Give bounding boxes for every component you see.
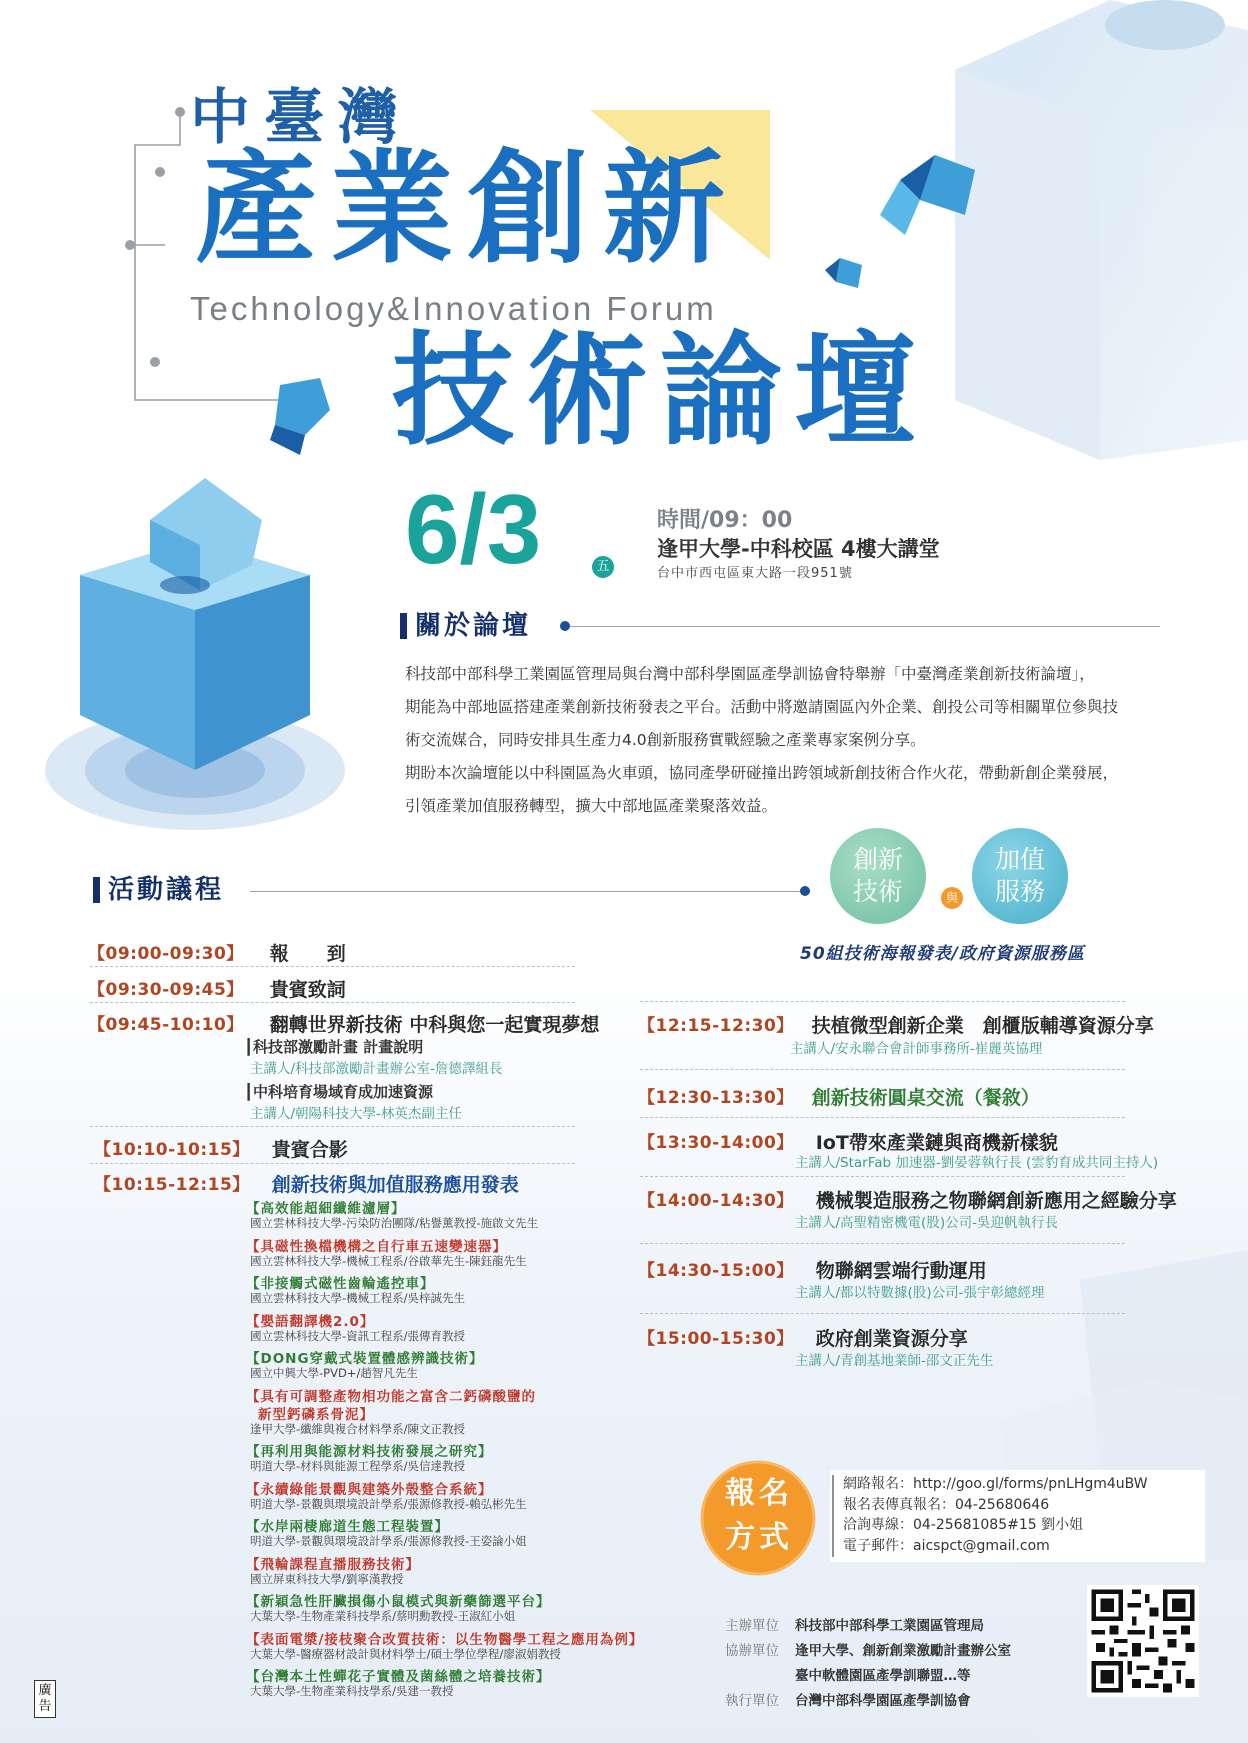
about-heading: 關於論壇	[400, 613, 531, 639]
sub-session-speaker: 主講人/科技部激勵計畫辦公室-詹德譯組長	[250, 1061, 503, 1077]
organizer-label: 主辦單位	[725, 1618, 779, 1634]
agenda-row	[94, 1135, 348, 1162]
bubble-text: 加值	[994, 844, 1045, 874]
and-badge: 與	[941, 887, 963, 909]
presentation-title: 【表面電漿/接枝聚合改質技術：以生物醫學工程之應用為例】	[246, 1631, 644, 1648]
agenda-title: 翻轉世界新技術 中科與您一起實現夢想	[269, 1014, 600, 1036]
organizer-value: 科技部中部科學工業園區管理局	[795, 1618, 984, 1634]
presentation-title: 【再利用與能源材料技術發展之研究】	[246, 1444, 493, 1460]
agenda-title: 創新技術與加值服務應用發表	[271, 1174, 519, 1196]
badge-text: 報名	[725, 1476, 793, 1511]
agenda-title: 報 到	[269, 943, 346, 965]
poster-session-label: 50組技術海報發表/政府資源服務區	[800, 944, 1085, 964]
presentation-author: 逢甲大學-纖維與複合材料學系/陳文正教授	[250, 1421, 466, 1436]
agenda-title: 機械製造服務之物聯網創新應用之經驗分享	[815, 1190, 1177, 1212]
presentation-title: 【DONG穿戴式裝置體感辨識技術】	[246, 1351, 484, 1367]
agenda-time: 【14:30-15:00】	[638, 1261, 794, 1281]
divider	[640, 1069, 1125, 1070]
about-paragraph: 期盼本次論壇能以中科園區為火車頭，協同產學研碰撞出跨領域新創技術合作火花，帶動新創企業發展，	[405, 764, 1119, 782]
agenda-time: 【12:30-13:30】	[638, 1088, 794, 1108]
agenda-title: 政府創業資源分享	[815, 1328, 968, 1350]
agenda-row	[638, 1256, 987, 1283]
presentation-author: 國立雲林科技大學-機械工程系/谷啟華先生-陳鈺龍先生	[250, 1253, 527, 1268]
glass-cube-left-icon	[45, 478, 345, 830]
title-line2: 產業創新	[195, 138, 739, 280]
agenda-row	[88, 939, 346, 966]
registration-fax: 報名表傳真報名：04-25680646	[843, 1496, 1050, 1513]
divider	[640, 1117, 1125, 1118]
agenda-title: 貴賓致詞	[269, 979, 346, 1001]
presentation-author: 國立屏東科技大學/劉寧漢教授	[250, 1571, 404, 1586]
agenda-title: 貴賓合影	[271, 1139, 348, 1161]
event-date: 6/3	[405, 474, 542, 584]
co-organizer-label: 協辦單位	[725, 1643, 779, 1659]
registration-url[interactable]: 網路報名：http://goo.gl/forms/pnLHgm4uBW	[843, 1476, 1148, 1492]
agenda-row	[638, 1186, 1177, 1213]
blue-cube-left-icon	[270, 378, 330, 455]
about-paragraph: 術交流媒合，同時安排具生產力4.0創新服務實戰經驗之產業專家案例分享。	[405, 731, 926, 749]
event-time: 時間/09：00	[657, 508, 793, 533]
about-divider	[570, 626, 1160, 627]
divider	[90, 1126, 575, 1127]
about-paragraph: 科技部中部科學工業園區管理局與台灣中部科學園區產學訓協會特舉辦「中臺灣產業創新技術論壇」，	[405, 665, 1095, 683]
presentation-author: 明道大學-景觀與環境設計學系/張源修教授-賴弘彬先生	[250, 1496, 527, 1511]
agenda-time: 【09:00-09:30】	[88, 944, 244, 964]
sub-session-title: ┃中科培育場域育成加速資源	[244, 1083, 434, 1101]
agenda-title: 扶植微型創新企業 創櫃版輔導資源分享	[811, 1015, 1154, 1037]
divider	[90, 1163, 575, 1164]
agenda-heading: 活動議程	[93, 877, 224, 903]
agenda-row	[638, 1083, 1040, 1110]
presentation-author: 明道大學-景觀與環境設計學系/張源修教授-王姿論小姐	[250, 1534, 527, 1548]
presentation-title: 【具磁性換檔機構之自行車五速變速器】	[246, 1238, 507, 1255]
event-address: 台中市西屯區東大路一段951號	[657, 566, 853, 581]
sub-session-speaker: 主講人/朝陽科技大學-林英杰副主任	[250, 1106, 462, 1122]
agenda-time: 【14:00-14:30】	[638, 1191, 794, 1211]
agenda-time: 【13:30-14:00】	[638, 1133, 794, 1153]
agenda-row	[94, 1170, 519, 1197]
bubble-text: 服務	[994, 877, 1045, 906]
agenda-title: IoT帶來產業鏈與商機新樣貌	[815, 1132, 1058, 1154]
agenda-row	[88, 975, 346, 1002]
presentation-author: 國立雲林科技大學-資訊工程系/張傳育教授	[250, 1328, 466, 1343]
bubble-text: 創新	[852, 844, 903, 874]
presentation-title: 【飛輪課程直播服務技術】	[246, 1556, 420, 1573]
agenda-time: 【10:10-10:15】	[94, 1140, 250, 1160]
agenda-title: 物聯網雲端行動運用	[815, 1260, 987, 1282]
divider	[640, 1313, 1125, 1314]
registration-bar	[832, 1475, 834, 1557]
agenda-speaker: 主講人/安永聯合會計師事務所-崔麗英協理	[790, 1041, 1043, 1057]
presentation-title: 【高效能超細纖維濾層】	[246, 1201, 406, 1217]
presentation-title: 【新穎急性肝臟損傷小鼠模式與新藥篩選平台】	[246, 1594, 551, 1610]
agenda-time: 【10:15-12:15】	[94, 1175, 250, 1195]
presentation-author: 明道大學-材料與能源工程學系/吳信達教授	[250, 1459, 466, 1473]
about-paragraph: 引領產業加值服務轉型，擴大中部地區產業聚落效益。	[405, 797, 778, 815]
registration-details	[843, 1474, 1148, 1556]
presentation-author: 大葉大學-生物產業科技學系/吳建一教授	[250, 1684, 454, 1698]
registration-badge-text	[700, 1472, 818, 1560]
presentation-title: 【永續綠能景觀與建築外殼整合系統】	[246, 1481, 493, 1498]
divider	[640, 1176, 1125, 1177]
presentation-author: 國立雲林科技大學-污染防治團隊/粘譽薰教授-施啟文先生	[250, 1216, 539, 1230]
agenda-time: 【09:45-10:10】	[88, 1015, 244, 1035]
qr-code-icon[interactable]	[1087, 1585, 1199, 1697]
value-service-bubble	[972, 828, 1068, 924]
co-organizer-value: 臺中軟體園區產學訓聯盟…等	[795, 1668, 971, 1684]
agenda-speaker: 主講人/青創基地業師-邵文正先生	[795, 1353, 994, 1369]
presentation-title: 【具有可調整產物相功能之富含二鈣磷酸鹽的	[246, 1388, 536, 1405]
divider	[640, 1243, 1125, 1244]
presentation-title: 【水岸兩棲廊道生態工程裝置】	[246, 1519, 449, 1535]
bubble-text: 技術	[852, 877, 903, 906]
divider	[90, 966, 575, 967]
executor-label: 執行單位	[725, 1693, 779, 1709]
about-paragraph: 期能為中部地區搭建產業創新技術發表之平台。活動中將邀請園區內外企業、創投公司等相關單位參與技	[405, 698, 1119, 716]
agenda-heading-dot	[800, 886, 810, 896]
agenda-speaker: 主講人/都以特數據(股)公司-張宇彰總經理	[795, 1285, 1045, 1301]
presentation-author: 國立雲林科技大學-機械工程系/吳梓誠先生	[250, 1291, 466, 1305]
blue-cube-tiny-icon	[825, 258, 862, 288]
title-line3: 技術論壇	[392, 320, 928, 462]
divider	[90, 1002, 575, 1003]
agenda-time: 【09:30-09:45】	[88, 980, 244, 1000]
event-weekday-badge: 五	[592, 556, 614, 578]
agenda-row	[638, 1011, 1154, 1038]
agenda-row	[88, 1010, 599, 1037]
title-line1: 中臺灣	[190, 83, 412, 153]
agenda-speaker: 主講人/StarFab 加速器-劉晏蓉執行長 (雲豹育成共同主持人)	[795, 1155, 1159, 1171]
presentation-author: 大葉大學-醫療器材設計與材料學士/碩士學位學程/廖淑娟教授	[250, 1646, 561, 1661]
presentation-author: 大葉大學-生物產業科技學系/蔡明勳教授-王淑紅小姐	[250, 1609, 516, 1623]
about-text	[405, 658, 1165, 823]
registration-email[interactable]: 電子郵件：aicspct@gmail.com	[843, 1537, 1050, 1554]
agenda-time: 【12:15-12:30】	[638, 1016, 794, 1036]
registration-phone: 洽詢專線：04-25681085#15 劉小姐	[843, 1517, 1084, 1533]
sub-session-title: ┃科技部激勵計畫 計畫說明	[244, 1038, 424, 1056]
executor-value: 台灣中部科學園區產學訓協會	[795, 1693, 971, 1709]
divider	[640, 1001, 1125, 1002]
agenda-speaker: 主講人/高聖精密機電(股)公司-吳迎帆執行長	[795, 1215, 1058, 1231]
pale-cube-top-right-icon	[955, 0, 1248, 460]
agenda-row	[638, 1324, 968, 1351]
agenda-title: 創新技術圓桌交流（餐敘）	[811, 1087, 1040, 1109]
co-organizer-value: 逢甲大學、創新創業激勵計畫辦公室	[795, 1643, 1011, 1659]
presentation-title: 新型鈣磷系骨泥】	[258, 1406, 374, 1423]
title-english: Technology&Innovation Forum	[190, 290, 717, 327]
agenda-time: 【15:00-15:30】	[638, 1329, 794, 1349]
advertisement-label: 廣告	[34, 1680, 56, 1718]
about-heading-dot	[560, 621, 570, 631]
innovation-tech-bubble	[830, 828, 926, 924]
event-venue: 逢甲大學-中科校區 4樓大講堂	[657, 537, 940, 561]
presentation-title: 【嬰語翻譯機2.0】	[246, 1313, 375, 1330]
presentation-title: 【台灣本土性蟬花子實體及菌絲體之培養技術】	[246, 1669, 551, 1685]
presentation-title: 【非接觸式磁性齒輪遙控車】	[246, 1276, 435, 1292]
presentation-author: 國立中興大學-PVD+/趙智凡先生	[250, 1366, 418, 1380]
agenda-divider	[250, 891, 805, 892]
badge-text: 方式	[725, 1520, 793, 1555]
